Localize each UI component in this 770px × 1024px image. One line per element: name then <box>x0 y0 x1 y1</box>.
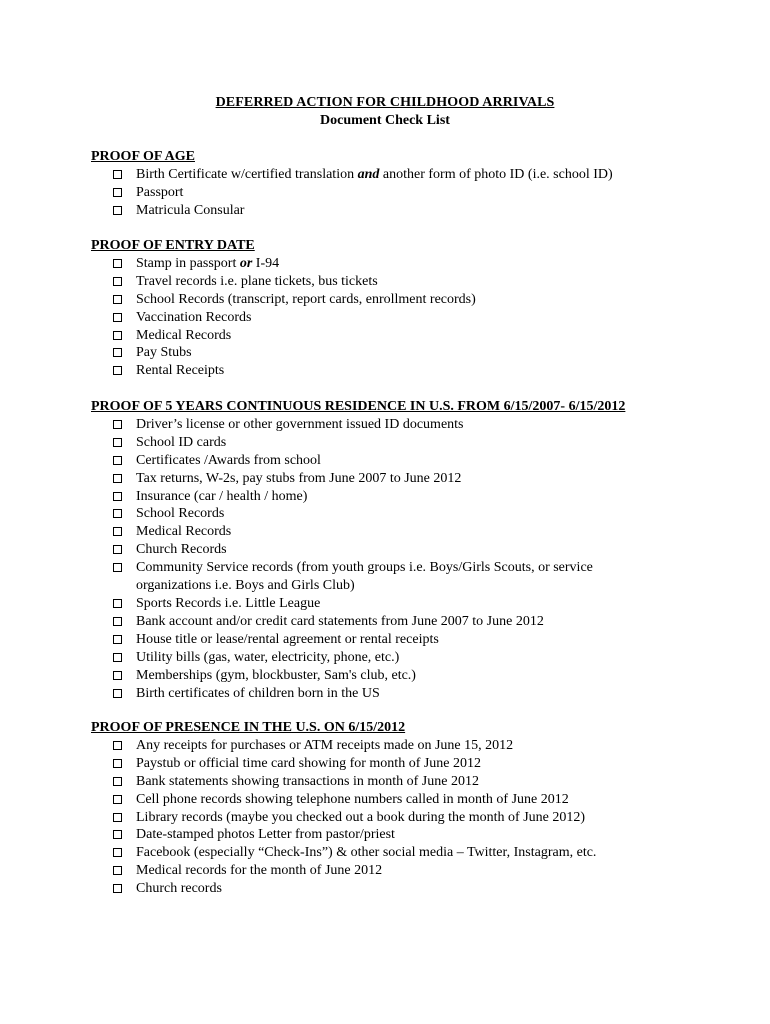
checkbox[interactable] <box>113 188 122 197</box>
checkbox[interactable] <box>113 348 122 357</box>
item-text: Church records <box>136 881 222 897</box>
item-text: Library records (maybe you checked out a book during the month of June 2012) <box>136 809 586 825</box>
checkbox[interactable] <box>113 474 122 483</box>
section-proof-of-residence <box>91 398 711 702</box>
checkbox[interactable] <box>113 653 122 662</box>
item-text: Medical Records <box>136 327 232 343</box>
item-text: School Records (transcript, report cards, enrollment records) <box>136 291 476 307</box>
section-heading: PROOF OF PRESENCE IN THE U.S. ON 6/15/2012 <box>91 720 406 735</box>
checklist <box>91 255 711 380</box>
item-text-continuation: organizations i.e. Boys and Girls Club) <box>136 578 355 594</box>
item-text: Church Records <box>136 542 227 558</box>
checkbox[interactable] <box>113 277 122 286</box>
checkbox[interactable] <box>113 527 122 536</box>
checklist-item <box>91 523 711 541</box>
checklist-item <box>91 505 711 523</box>
checklist-item <box>91 291 711 309</box>
item-text: Date-stamped photos Letter from pastor/priest <box>136 827 395 843</box>
checklist-item <box>91 809 711 827</box>
checkbox[interactable] <box>113 492 122 501</box>
checklist-item <box>91 844 711 862</box>
checklist-item <box>91 667 711 685</box>
checklist-item <box>91 737 711 755</box>
checklist-item <box>91 488 711 506</box>
checklist-item <box>91 255 711 273</box>
section-proof-of-age <box>91 148 711 220</box>
checkbox[interactable] <box>113 848 122 857</box>
checklist-item <box>91 613 711 631</box>
checklist-item <box>91 452 711 470</box>
item-text: Passport <box>136 184 184 200</box>
checklist-item <box>91 595 711 613</box>
item-text: Medical records for the month of June 2012 <box>136 863 383 879</box>
checklist-item <box>91 434 711 452</box>
checkbox[interactable] <box>113 830 122 839</box>
item-text: Community Service records (from youth groups i.e. Boys/Girls Scouts, or service <box>136 560 593 576</box>
checklist <box>91 166 711 220</box>
checkbox[interactable] <box>113 813 122 822</box>
item-text: Any receipts for purchases or ATM receipts made on June 15, 2012 <box>136 737 514 753</box>
item-text: Birth certificates of children born in the US <box>136 685 380 701</box>
item-text: Memberships (gym, blockbuster, Sam's club, etc.) <box>136 667 416 683</box>
item-text: Matricula Consular <box>136 202 245 218</box>
item-text: Medical Records <box>136 524 232 540</box>
checklist-item <box>91 273 711 291</box>
item-text: Driver’s license or other government issued ID documents <box>136 416 464 432</box>
checkbox[interactable] <box>113 563 122 572</box>
checkbox[interactable] <box>113 741 122 750</box>
item-text: Rental Receipts <box>136 363 225 379</box>
checklist-item <box>91 862 711 880</box>
item-text: Bank statements showing transactions in month of June 2012 <box>136 773 479 789</box>
checkbox[interactable] <box>113 689 122 698</box>
item-text: House title or lease/rental agreement or rental receipts <box>136 631 439 647</box>
document-subtitle: Document Check List <box>320 113 450 128</box>
item-text: Cell phone records showing telephone numbers called in month of June 2012 <box>136 791 569 807</box>
checkbox[interactable] <box>113 509 122 518</box>
item-text: Tax returns, W-2s, pay stubs from June 2007 to June 2012 <box>136 470 462 486</box>
section-heading: PROOF OF 5 YEARS CONTINUOUS RESIDENCE IN U.S. FROM 6/15/2007- 6/15/2012 <box>91 399 626 414</box>
checklist-item <box>91 184 711 202</box>
checklist <box>91 416 711 703</box>
checkbox[interactable] <box>113 313 122 322</box>
item-text: Pay Stubs <box>136 345 192 361</box>
checklist-item <box>91 773 711 791</box>
item-text-before: Stamp in passport <box>136 255 240 271</box>
checklist-item <box>91 166 711 184</box>
checkbox[interactable] <box>113 671 122 680</box>
section-heading: PROOF OF AGE <box>91 149 195 164</box>
checklist-item <box>91 202 711 220</box>
item-text: Paystub or official time card showing for month of June 2012 <box>136 755 482 771</box>
checklist-item <box>91 826 711 844</box>
item-emphasis: or <box>239 255 253 271</box>
section-proof-of-presence <box>91 719 711 898</box>
checkbox[interactable] <box>113 884 122 893</box>
checkbox[interactable] <box>113 420 122 429</box>
item-text-after: another form of photo ID (i.e. school ID) <box>379 166 613 182</box>
checklist-item <box>91 344 711 362</box>
checkbox[interactable] <box>113 866 122 875</box>
checkbox[interactable] <box>113 366 122 375</box>
item-text: Facebook (especially “Check-Ins”) & other social media – Twitter, Instagram, etc. <box>136 845 597 861</box>
document-header <box>0 94 770 130</box>
item-text: School Records <box>136 506 225 522</box>
checkbox[interactable] <box>113 438 122 447</box>
checkbox[interactable] <box>113 206 122 215</box>
checklist-item <box>91 470 711 488</box>
checklist-item <box>91 309 711 327</box>
checkbox[interactable] <box>113 599 122 608</box>
checkbox[interactable] <box>113 617 122 626</box>
item-emphasis: and <box>357 166 380 182</box>
item-text: Sports Records i.e. Little League <box>136 595 321 611</box>
item-text-before: Birth Certificate w/certified translation <box>136 166 358 182</box>
checkbox[interactable] <box>113 456 122 465</box>
checklist-item <box>91 559 711 595</box>
item-text-after: I-94 <box>252 255 280 271</box>
section-heading: PROOF OF ENTRY DATE <box>91 238 255 253</box>
checklist-item <box>91 541 711 559</box>
checklist-item <box>91 880 711 898</box>
checklist-item <box>91 362 711 380</box>
checkbox[interactable] <box>113 295 122 304</box>
checklist-item <box>91 416 711 434</box>
item-text: Utility bills (gas, water, electricity, phone, etc.) <box>136 649 400 665</box>
checkbox[interactable] <box>113 777 122 786</box>
checklist <box>91 737 711 898</box>
item-text: Bank account and/or credit card statements from June 2007 to June 2012 <box>136 613 544 629</box>
item-text: Vaccination Records <box>136 309 252 325</box>
checkbox[interactable] <box>113 759 122 768</box>
checkbox[interactable] <box>113 795 122 804</box>
checkbox[interactable] <box>113 170 122 179</box>
checklist-item <box>91 631 711 649</box>
section-proof-of-entry-date <box>91 237 711 380</box>
checklist-item <box>91 755 711 773</box>
checklist-item <box>91 649 711 667</box>
item-text: Certificates /Awards from school <box>136 452 321 468</box>
checklist-item <box>91 327 711 345</box>
item-text: School ID cards <box>136 434 227 450</box>
checkbox[interactable] <box>113 259 122 268</box>
checkbox[interactable] <box>113 331 122 340</box>
checkbox[interactable] <box>113 635 122 644</box>
document-title: DEFERRED ACTION FOR CHILDHOOD ARRIVALS <box>215 95 555 110</box>
item-text: Insurance (car / health / home) <box>136 488 308 504</box>
checklist-item <box>91 685 711 703</box>
item-text: Travel records i.e. plane tickets, bus tickets <box>136 273 378 289</box>
checklist-item <box>91 791 711 809</box>
checkbox[interactable] <box>113 545 122 554</box>
